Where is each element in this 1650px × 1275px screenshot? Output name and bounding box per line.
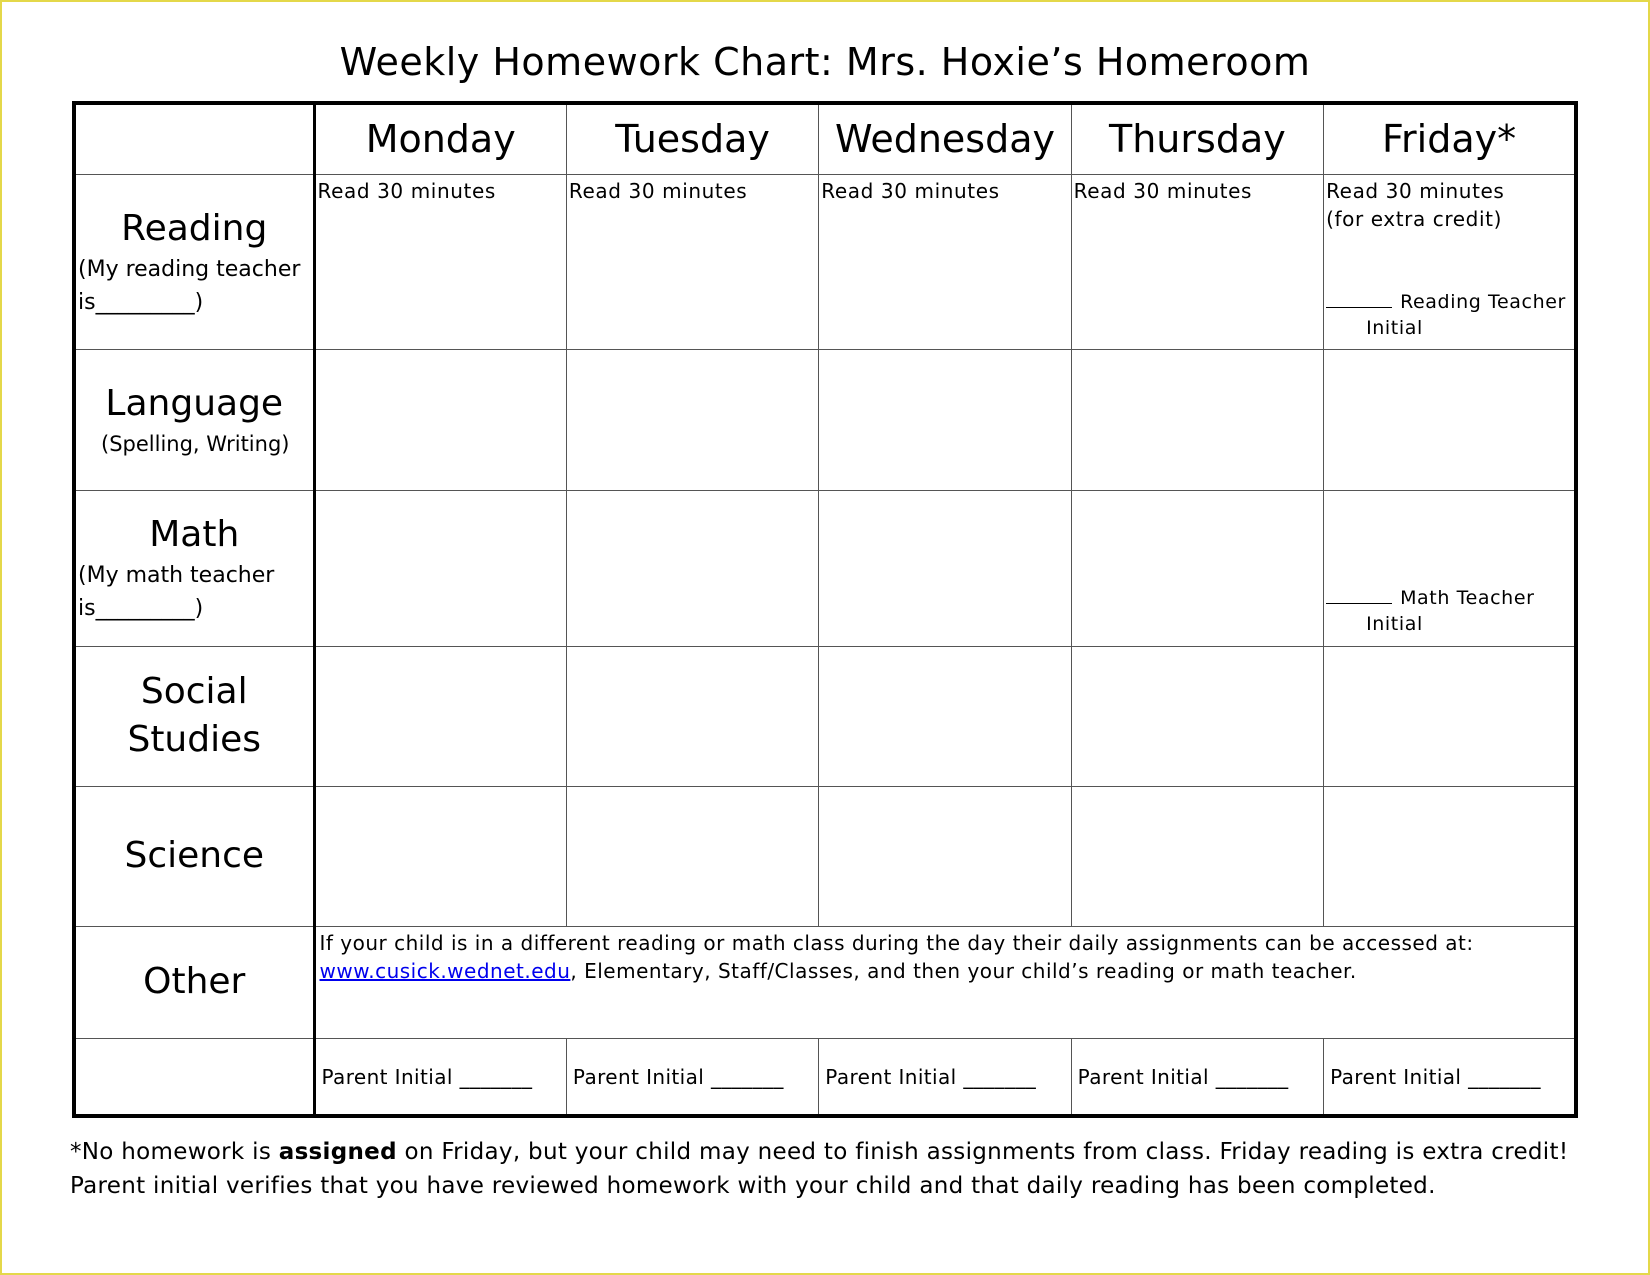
subject-subtitle: (My reading teacher	[78, 257, 301, 283]
day-header-wednesday: Wednesday	[819, 103, 1071, 174]
initial-line[interactable]	[1326, 603, 1392, 604]
parent-initial-monday[interactable]: Parent Initial _______	[314, 1039, 566, 1117]
language-friday[interactable]	[1324, 350, 1576, 490]
science-thursday[interactable]	[1071, 786, 1323, 926]
page-title: Weekly Homework Chart: Mrs. Hoxie’s Homeroom	[339, 40, 1311, 84]
subject-title: Language	[105, 383, 284, 425]
day-header-monday: Monday	[314, 103, 566, 174]
parent-initial-friday[interactable]: Parent Initial _______	[1324, 1039, 1576, 1117]
subject-subtitle: (My math teacher	[78, 563, 275, 589]
subject-title: Other	[143, 961, 246, 1003]
parent-initial-thursday[interactable]: Parent Initial _______	[1071, 1039, 1323, 1117]
reading-friday[interactable]	[1324, 174, 1576, 350]
subject-title: Studies	[127, 719, 262, 761]
subject-language	[74, 350, 314, 490]
subject-social-studies	[74, 646, 314, 786]
parent-initial-label-cell	[74, 1039, 314, 1117]
row-math	[74, 490, 1576, 646]
social-wednesday[interactable]	[819, 646, 1071, 786]
parent-initial-wednesday[interactable]: Parent Initial _______	[819, 1039, 1071, 1117]
science-monday[interactable]	[314, 786, 566, 926]
parent-initial-tuesday[interactable]: Parent Initial _______	[566, 1039, 818, 1117]
subject-title: Math	[149, 513, 240, 555]
math-teacher-initial: Math Teacher Initial	[1326, 585, 1534, 637]
language-thursday[interactable]	[1071, 350, 1323, 490]
subject-other	[74, 927, 314, 1039]
reading-monday[interactable]: Read 30 minutes	[314, 174, 566, 350]
day-header-thursday: Thursday	[1071, 103, 1323, 174]
subject-science	[74, 786, 314, 926]
subject-title: Reading	[121, 207, 268, 249]
science-tuesday[interactable]	[566, 786, 818, 926]
science-friday[interactable]	[1324, 786, 1576, 926]
social-tuesday[interactable]	[566, 646, 818, 786]
subject-reading	[74, 174, 314, 350]
header-row	[74, 103, 1576, 174]
subject-math	[74, 490, 314, 646]
language-tuesday[interactable]	[566, 350, 818, 490]
other-note-line1: If your child is in a different reading or math class during the day their daily assignments can be accessed at:	[319, 931, 1474, 956]
footer-line1: *No homework is assigned on Friday, but your child may need to finish assignments from class. Friday reading is extra credit!	[70, 1139, 1569, 1165]
math-friday[interactable]	[1324, 490, 1576, 646]
social-thursday[interactable]	[1071, 646, 1323, 786]
math-monday[interactable]	[314, 490, 566, 646]
cell-text: Read 30 minutes	[1326, 178, 1505, 203]
social-monday[interactable]	[314, 646, 566, 786]
row-reading	[74, 174, 1576, 350]
subject-title: Social	[140, 670, 248, 712]
day-header-friday: Friday*	[1324, 103, 1576, 174]
homework-table	[72, 101, 1578, 1118]
language-wednesday[interactable]	[819, 350, 1071, 490]
row-social-studies	[74, 646, 1576, 786]
reading-wednesday[interactable]: Read 30 minutes	[819, 174, 1071, 350]
row-other	[74, 927, 1576, 1039]
corner-cell	[74, 103, 314, 174]
day-header-tuesday: Tuesday	[566, 103, 818, 174]
subject-subtitle: (Spelling, Writing)	[101, 431, 290, 456]
reading-thursday[interactable]: Read 30 minutes	[1071, 174, 1323, 350]
math-thursday[interactable]	[1071, 490, 1323, 646]
other-note	[314, 927, 1576, 1039]
footer-note	[70, 1135, 1590, 1203]
cell-text: (for extra credit)	[1326, 206, 1502, 231]
row-parent-initial	[74, 1039, 1576, 1117]
social-friday[interactable]	[1324, 646, 1576, 786]
other-note-line2: www.cusick.wednet.edu, Elementary, Staff/Classes, and then your child’s reading or math teacher.	[319, 959, 1357, 984]
math-wednesday[interactable]	[819, 490, 1071, 646]
initial-line[interactable]	[1326, 307, 1392, 308]
science-wednesday[interactable]	[819, 786, 1071, 926]
reading-teacher-initial: Reading Teacher Initial	[1326, 289, 1566, 341]
school-website-link[interactable]: www.cusick.wednet.edu	[319, 959, 571, 984]
row-science	[74, 786, 1576, 926]
row-language	[74, 350, 1576, 490]
language-monday[interactable]	[314, 350, 566, 490]
math-tuesday[interactable]	[566, 490, 818, 646]
subject-subtitle: is_________)	[78, 290, 204, 316]
footer-line2: Parent initial verifies that you have reviewed homework with your child and that daily reading has been completed.	[70, 1173, 1436, 1199]
subject-subtitle: is_________)	[78, 596, 204, 622]
subject-title: Science	[124, 835, 265, 877]
reading-tuesday[interactable]: Read 30 minutes	[566, 174, 818, 350]
